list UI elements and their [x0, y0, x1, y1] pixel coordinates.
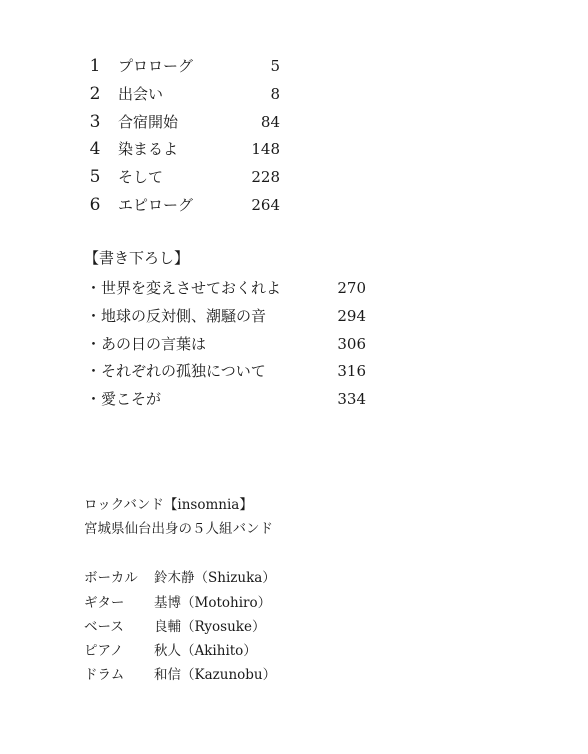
extra-story-page: 334 [337, 390, 366, 408]
member-name: 良輔（Ryosuke） [154, 619, 266, 635]
chapter-number: 5 [89, 167, 101, 187]
chapter-title: そして [118, 168, 164, 186]
chapter-page: 8 [270, 85, 280, 103]
chapter-title: エピローグ [118, 196, 194, 214]
extra-stories-heading: 【書き下ろし】 [84, 249, 190, 267]
extra-story-title: ・世界を変えさせておくれよ [86, 279, 282, 297]
extra-story-title: ・それぞれの孤独について [86, 362, 266, 380]
extra-story-page: 316 [337, 362, 366, 380]
chapter-page: 5 [270, 57, 280, 75]
chapter-number: 3 [89, 112, 101, 132]
band-member [84, 592, 271, 614]
member-name: 秋人（Akihito） [154, 643, 257, 659]
chapter-title: プロローグ [118, 57, 194, 75]
band-member [84, 664, 276, 686]
extra-story-page: 294 [337, 307, 366, 325]
member-role: ボーカル [84, 570, 138, 586]
member-name: 和信（Kazunobu） [154, 667, 277, 683]
member-name: 基博（Motohiro） [154, 595, 272, 611]
chapter-title: 出会い [118, 85, 164, 103]
chapter-number: 4 [89, 139, 101, 159]
member-role: ギター [84, 595, 125, 611]
band-name-line: ロックバンド【insomnia】 [84, 497, 253, 513]
chapter-title: 染まるよ [118, 140, 179, 158]
chapter-page: 228 [251, 168, 280, 186]
extra-story-page: 306 [337, 335, 366, 353]
extra-story-title: ・愛こそが [86, 390, 162, 408]
member-role: ベース [84, 619, 124, 635]
chapter-page: 264 [251, 196, 280, 214]
member-role: ドラム [84, 667, 125, 683]
chapter-page: 84 [260, 113, 280, 131]
chapter-title: 合宿開始 [118, 113, 179, 131]
member-role: ピアノ [84, 643, 124, 659]
extra-story-page: 270 [337, 279, 366, 297]
extra-story-title: ・あの日の言葉は [86, 335, 207, 353]
chapter-number: 2 [89, 84, 101, 104]
band-description: 宮城県仙台出身の５人組バンド [84, 521, 273, 537]
band-member [84, 640, 257, 662]
band-member [84, 616, 265, 638]
member-name: 鈴木静（Shizuka） [154, 570, 276, 586]
chapter-number: 6 [89, 195, 101, 215]
chapter-page: 148 [251, 140, 280, 158]
chapter-number: 1 [89, 56, 101, 76]
band-member [84, 567, 276, 589]
extra-story-title: ・地球の反対側、潮騒の音 [86, 307, 267, 325]
